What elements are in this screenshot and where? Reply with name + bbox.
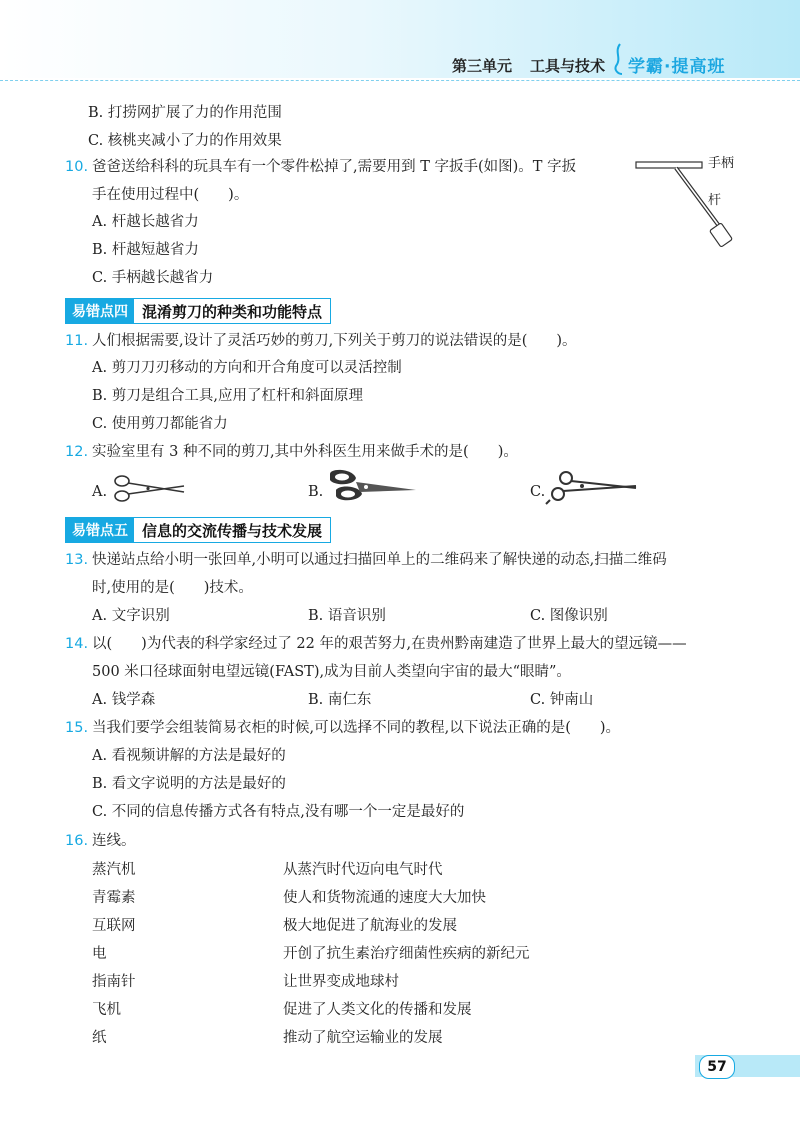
q10-number: 10. [65, 159, 89, 175]
q11-stem: 人们根据需要,设计了灵活巧妙的剪刀,下列关于剪刀的说法错误的是( )。 [92, 333, 577, 349]
q10-option-c: C. 手柄越长越省力 [92, 270, 214, 286]
match-left-item: 互联网 [92, 918, 136, 934]
q16-stem: 连线。 [92, 833, 136, 849]
household-scissors-icon [326, 468, 418, 506]
header-divider [0, 80, 800, 81]
q12-option-b: B. [308, 484, 324, 500]
page-number: 57 [699, 1055, 735, 1079]
q15-stem: 当我们要学会组装简易衣柜的时候,可以选择不同的教程,以下说法正确的是( )。 [92, 720, 621, 736]
q14-option-a: A. 钱学森 [92, 692, 156, 708]
q14-line2: 500 米口径球面射电望远镜(FAST),成为目前人类望向宇宙的最大“眼睛”。 [92, 664, 571, 680]
match-right-item: 极大地促进了航海业的发展 [283, 918, 457, 934]
match-left-item: 指南针 [92, 974, 136, 990]
section-title: 信息的交流传播与技术发展 [134, 518, 330, 542]
q10-line2: 手在使用过程中( )。 [92, 187, 249, 203]
match-left-item: 青霉素 [92, 890, 136, 906]
q16-number: 16. [65, 833, 89, 849]
fig-label-rod: 杆 [708, 193, 722, 208]
q15-option-b: B. 看文字说明的方法是最好的 [92, 776, 286, 792]
match-right-item: 使人和货物流通的速度大大加快 [283, 890, 486, 906]
q9-option-b: B. 打捞网扩展了力的作用范围 [88, 105, 282, 121]
header-title [452, 55, 623, 76]
q15-number: 15. [65, 720, 89, 736]
section-tag: 易错点四 [66, 299, 134, 323]
match-left-item: 电 [92, 946, 107, 962]
q11-option-a: A. 剪刀刀刃移动的方向和开合角度可以灵活控制 [92, 360, 402, 376]
section-header-4 [65, 298, 331, 324]
match-left-item: 飞机 [92, 1002, 121, 1018]
q14-option-b: B. 南仁东 [308, 692, 372, 708]
q10-line1: 爸爸送给科科的玩具车有一个零件松掉了,需要用到 T 字扳手(如图)。T 字扳 [92, 159, 577, 175]
match-right-item: 让世界变成地球村 [283, 974, 399, 990]
q13-line2: 时,使用的是( )技术。 [92, 580, 253, 596]
q15-option-a: A. 看视频讲解的方法是最好的 [92, 748, 286, 764]
q13-option-c: C. 图像识别 [530, 608, 608, 624]
section-title: 混淆剪刀的种类和功能特点 [134, 299, 330, 323]
q14-line1: 以( )为代表的科学家经过了 22 年的艰苦努力,在贵州黔南建造了世界上最大的望远镜—— [92, 636, 687, 652]
q14-option-c: C. 钟南山 [530, 692, 594, 708]
q11-number: 11. [65, 333, 89, 349]
header-topic: 工具与技术 [530, 57, 606, 75]
q13-option-a: A. 文字识别 [92, 608, 170, 624]
match-right-item: 开创了抗生素治疗细菌性疾病的新纪元 [283, 946, 530, 962]
fig-label-handle: 手柄 [708, 156, 735, 171]
q12-option-a: A. [92, 484, 108, 500]
q11-option-b: B. 剪刀是组合工具,应用了杠杆和斜面原理 [92, 388, 363, 404]
q10-option-b: B. 杆越短越省力 [92, 242, 199, 258]
q15-option-c: C. 不同的信息传播方式各有特点,没有哪一个一定是最好的 [92, 804, 465, 820]
q13-option-b: B. 语音识别 [308, 608, 386, 624]
match-right-item: 从蒸汽时代迈向电气时代 [283, 862, 443, 878]
brand-logo: 学霸·提高班 [628, 57, 726, 77]
match-right-item: 促进了人类文化的传播和发展 [283, 1002, 472, 1018]
match-left-item: 纸 [92, 1030, 107, 1046]
match-left-item: 蒸汽机 [92, 862, 136, 878]
q13-line1: 快递站点给小明一张回单,小明可以通过扫描回单上的二维码来了解快递的动态,扫描二维码 [92, 552, 667, 568]
q12-number: 12. [65, 444, 89, 460]
q11-option-c: C. 使用剪刀都能省力 [92, 416, 228, 432]
surgical-scissors-icon [112, 472, 187, 504]
section-tag: 易错点五 [66, 518, 134, 542]
q12-option-c: C. [530, 484, 546, 500]
thinning-scissors-icon [548, 470, 638, 506]
q14-number: 14. [65, 636, 89, 652]
section-header-5 [65, 517, 331, 543]
q13-number: 13. [65, 552, 89, 568]
header-unit: 第三单元 [452, 57, 513, 75]
q9-option-c: C. 核桃夹减小了力的作用效果 [88, 133, 282, 149]
match-right-item: 推动了航空运输业的发展 [283, 1030, 443, 1046]
q10-option-a: A. 杆越长越省力 [92, 214, 199, 230]
brand-swirl-icon [612, 42, 624, 76]
q12-stem: 实验室里有 3 种不同的剪刀,其中外科医生用来做手术的是( )。 [92, 444, 518, 460]
